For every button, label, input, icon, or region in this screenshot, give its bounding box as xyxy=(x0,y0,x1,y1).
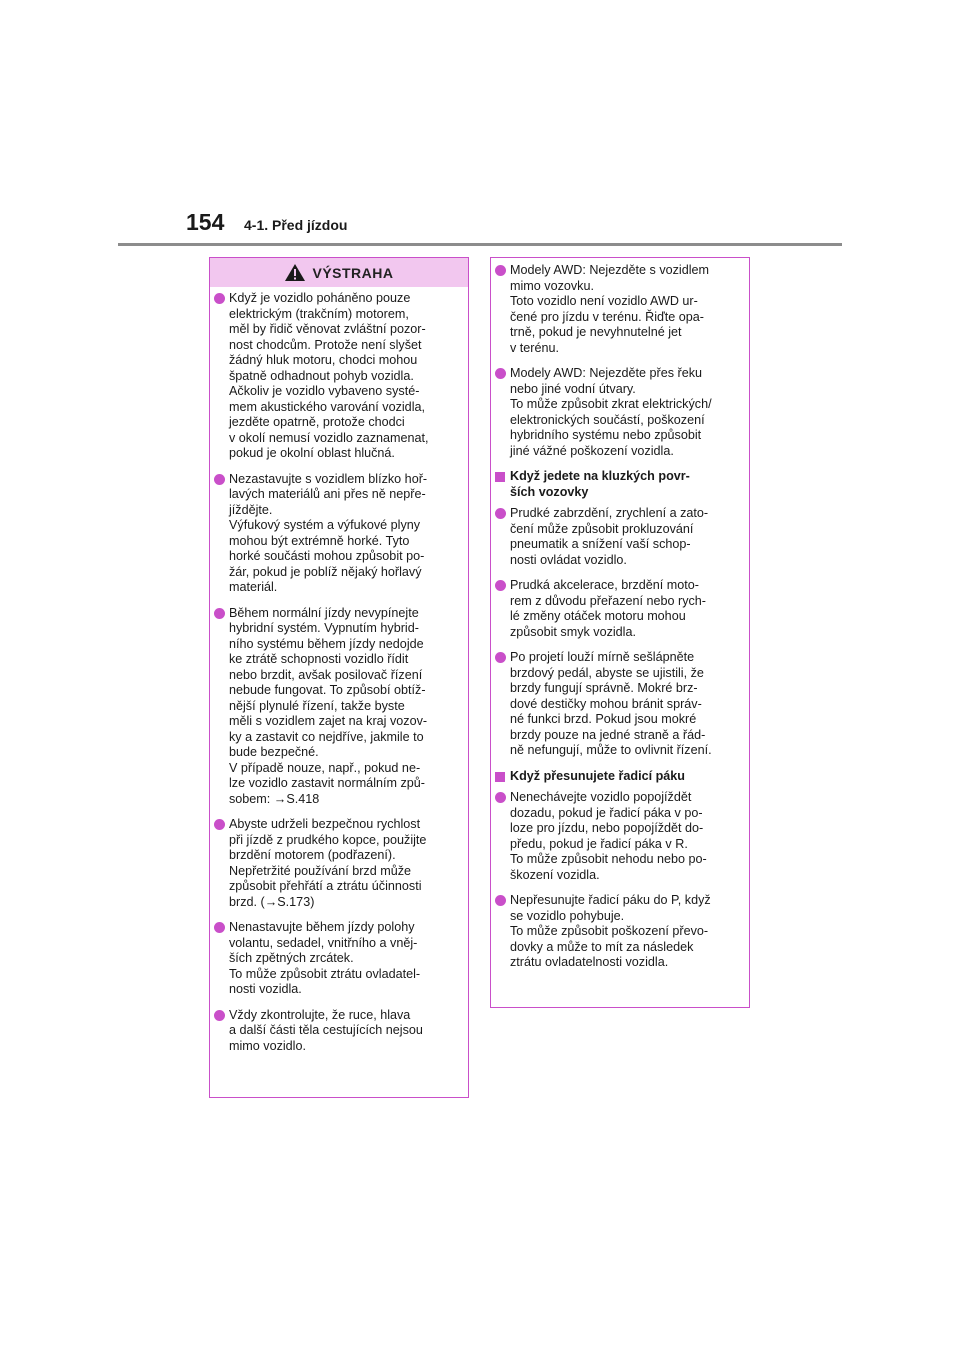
warning-item-text: Když je vozidlo poháněno pouze elektrickým (trakčním) motorem, měl by řidič věnovat zvláštní pozor- nost chodcům. Protože není slyšet žádný hluk motoru, chodci mohou špatně odhadnout pohyb vozidla. Ačkoliv je vozidlo vybaveno systé- mem akustického varování vozidla, jezděte opatrně, protože chodci v okolí nemusí vozidlo zaznamenat, pokud je okolní oblast hlučná. xyxy=(229,291,429,460)
warning-item xyxy=(214,817,458,910)
warning-item xyxy=(495,893,739,971)
bullet-icon xyxy=(214,1010,225,1021)
warning-item xyxy=(495,366,739,459)
square-bullet-icon xyxy=(495,472,505,482)
warning-item xyxy=(495,650,739,759)
bullet-icon xyxy=(495,895,506,906)
warning-item xyxy=(214,606,458,808)
warning-header xyxy=(210,258,468,287)
bullet-icon xyxy=(495,368,506,379)
bullet-icon xyxy=(495,508,506,519)
bullet-icon xyxy=(495,265,506,276)
warning-item-text: Prudká akcelerace, brzdění moto- rem z důvodu přeřazení nebo rych- lé změny otáček motoru mohou způsobit smyk vozidla. xyxy=(510,578,707,639)
warning-item-text: Prudké zabrzdění, zrychlení a zato- čení může způsobit prokluzování pneumatik a snížení vaší schop- nosti ovládat vozidlo. xyxy=(510,506,709,567)
warning-triangle-icon xyxy=(284,263,306,282)
warning-title: VÝSTRAHA xyxy=(312,264,394,281)
warning-item xyxy=(214,920,458,998)
bullet-icon xyxy=(214,608,225,619)
warning-item-text: Nenechávejte vozidlo popojíždět dozadu, pokud je řadicí páka v po- loze pro jízdu, nebo popojíždět do- předu, pokud je řadicí páka v R. To může způsobit nehodu nebo po- škození vozidla. xyxy=(510,790,707,882)
header-divider xyxy=(118,243,842,246)
warning-item-text: Modely AWD: Nejezděte přes řeku nebo jiné vodní útvary. To může způsobit zkrat elektrických/ elektronických součástí, poškození hybridního systému nebo způsobit jiné vážné poškození vozidla. xyxy=(510,366,712,458)
warning-box-left xyxy=(209,257,469,1098)
warning-item-text: Po projetí louží mírně sešlápněte brzdový pedál, abyste se ujistili, že brzdy fungují správně. Mokré brz- dové destičky mohou bránit správ- né funkci brzd. Pokud jsou mokré brzdy pouze na jedné straně a řád- ně nefungují, může to ovlivnit řízení. xyxy=(510,650,712,757)
bullet-icon xyxy=(214,922,225,933)
warning-item-text: Nezastavujte s vozidlem blízko hoř- lavých materiálů ani přes ně nepře- jíždějte. Výfukový systém a výfukové plyny mohou být extrémně horké. Tyto horké součásti mohou způsobit po- žár, pokud je poblíž nějaký hořlavý materiál. xyxy=(229,471,428,594)
bullet-icon xyxy=(495,792,506,803)
warning-item xyxy=(495,263,739,356)
warning-item-text: Vždy zkontrolujte, že ruce, hlava a další části těla cestujících nejsou mimo vozidlo. xyxy=(229,1007,423,1053)
warning-item-text: Nepřesunujte řadicí páku do P, když se vozidlo pohybuje. To může způsobit poškození převo- dovky a může to mít za následek ztrátu ovladatelnosti vozidla. xyxy=(510,893,711,969)
bullet-icon xyxy=(214,293,225,304)
warning-item xyxy=(214,1008,458,1055)
section-title: 4-1. Před jízdou xyxy=(244,217,348,233)
bullet-icon xyxy=(214,474,225,485)
warning-item xyxy=(214,472,458,596)
subheading-text: Když přesunujete řadicí páku xyxy=(510,768,685,783)
warning-item xyxy=(495,578,739,640)
warning-item-text: Modely AWD: Nejezděte s vozidlem mimo vozovku. Toto vozidlo není vozidlo AWD ur- čené pro jízdu v terénu. Řiďte opa- trně, pokud je nevyhnutelné jet v terénu. xyxy=(510,263,710,355)
subheading-slippery-roads xyxy=(495,469,739,500)
warning-item xyxy=(495,790,739,883)
warning-item-text: Během normální jízdy nevypínejte hybridní systém. Vypnutím hybrid- ního systému během jízdy nedojde ke ztrátě schopnosti vozidlo řídit nebo brzdit, avšak posilovač řízení nebude fungovat. To způsobí obtíž- nější plynulé řízení, takže byste měli s vozidlem zajet na kraj vozov- ky a zastavit co nejdříve, jakmile to bude bezpečné. V případě nouze, např., pokud ne- lze vozidlo zastavit normálním způ- sobem: →S.418 xyxy=(229,605,428,806)
warning-item xyxy=(214,291,458,462)
bullet-icon xyxy=(214,819,225,830)
warning-item-text: Nenastavujte během jízdy polohy volantu, sedadel, vnitřního a vněj- ších zpětných zrcátek. To může způsobit ztrátu ovladatel- nosti vozidla. xyxy=(229,920,421,996)
subheading-shift-lever xyxy=(495,769,739,785)
subheading-text: Když jedete na kluzkých povr- ších vozovky xyxy=(510,469,690,499)
square-bullet-icon xyxy=(495,772,505,782)
warning-box-right xyxy=(490,257,750,1008)
warning-item xyxy=(495,506,739,568)
page-number: 154 xyxy=(186,209,225,235)
bullet-icon xyxy=(495,652,506,663)
warning-item-text: Abyste udrželi bezpečnou rychlost při jízdě z prudkého kopce, použijte brzdění motorem (podřazení). Nepřetržité používání brzd může způsobit přehřátí a ztrátu účinnosti brzd. (→S.173) xyxy=(229,817,427,909)
bullet-icon xyxy=(495,580,506,591)
